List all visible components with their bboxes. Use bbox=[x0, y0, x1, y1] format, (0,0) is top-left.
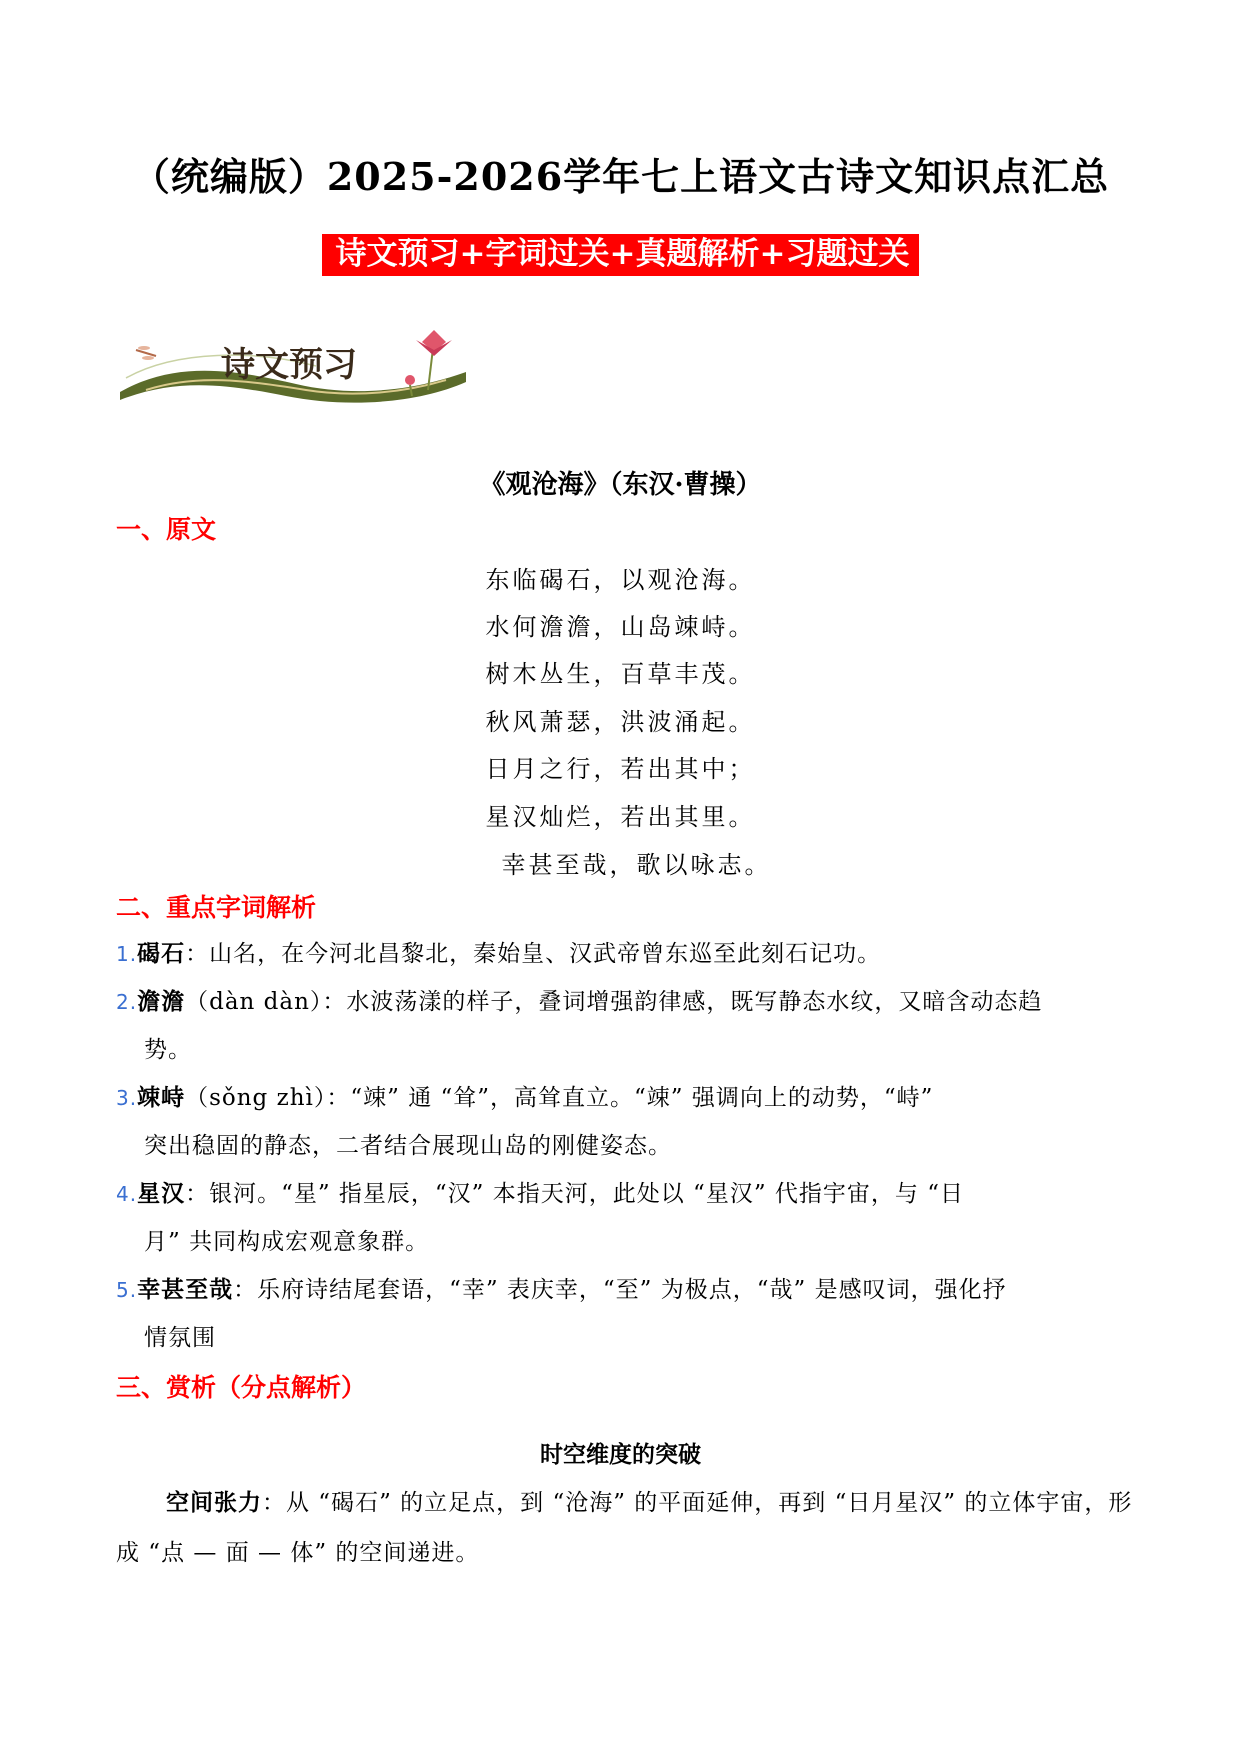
poem-line: 星汉灿烂，若出其里。 bbox=[485, 803, 756, 831]
item-text: （dàn dàn）：水波荡漾的样子，叠词增强韵律感，既写静态水纹，又暗含动态趋 bbox=[185, 989, 1043, 1015]
analysis-subheading: 时空维度的突破 bbox=[540, 1441, 701, 1468]
item-continuation: 情氛围 bbox=[144, 1325, 216, 1351]
vocab-item bbox=[116, 1074, 1136, 1170]
poem-line: 幸甚至哉，歌以咏志。 bbox=[501, 851, 772, 879]
vocab-item bbox=[116, 978, 1136, 1074]
poem-line: 日月之行，若出其中； bbox=[485, 755, 756, 783]
item-text: ：乐府诗结尾套语，“幸” 表庆幸，“至” 为极点，“哉” 是感叹词，强化抒 bbox=[233, 1277, 1007, 1303]
item-text: （sǒng zhì）：“竦” 通 “耸”，高耸直立。“竦” 强调向上的动势，“峙” bbox=[185, 1085, 934, 1111]
poem-line: 水何澹澹，山岛竦峙。 bbox=[485, 613, 756, 641]
poem-title: 《观沧海》（东汉·曹操） bbox=[479, 470, 762, 500]
item-term: 星汉 bbox=[137, 1180, 186, 1207]
item-term: 碣石 bbox=[137, 940, 186, 967]
subtitle-banner: 诗文预习+字词过关+真题解析+习题过关 bbox=[322, 234, 920, 276]
vocab-item bbox=[116, 1266, 1136, 1362]
subtitle-wrap bbox=[0, 234, 1241, 276]
page-title: （统编版）2025-2026学年七上语文古诗文知识点汇总 bbox=[131, 154, 1110, 199]
dragonfly-icon bbox=[136, 346, 156, 360]
banner-label: 诗文预习 bbox=[221, 345, 357, 385]
paragraph-term: 空间张力 bbox=[166, 1489, 262, 1516]
paragraph-text: ：从 “碣石” 的立足点，到 “沧海” 的平面延伸，再到 “日月星汉” 的立体宇宙，形成 “点 — 面 — 体” 的空间递进。 bbox=[116, 1490, 1133, 1566]
section-vocab-heading: 二、重点字词解析 bbox=[116, 893, 317, 922]
item-number: 3. bbox=[116, 1086, 138, 1110]
item-text: ：银河。“星” 指星辰，“汉” 本指天河，此处以 “星汉” 代指宇宙，与 “日 bbox=[185, 1181, 964, 1207]
item-term: 澹澹 bbox=[137, 988, 186, 1015]
poem-line: 秋风萧瑟，洪波涌起。 bbox=[485, 708, 756, 736]
poem-line: 东临碣石，以观沧海。 bbox=[485, 566, 756, 594]
item-number: 4. bbox=[116, 1182, 138, 1206]
item-number: 1. bbox=[116, 942, 138, 966]
item-number: 5. bbox=[116, 1278, 138, 1302]
analysis-paragraph bbox=[116, 1478, 1136, 1578]
item-term: 幸甚至哉 bbox=[137, 1276, 234, 1303]
item-continuation: 月” 共同构成宏观意象群。 bbox=[144, 1229, 430, 1255]
vocab-item bbox=[116, 930, 1136, 978]
section-analysis-heading: 三、赏析（分点解析） bbox=[116, 1373, 367, 1402]
vocab-item bbox=[116, 1170, 1136, 1266]
item-continuation: 突出稳固的静态，二者结合展现山岛的刚健姿态。 bbox=[144, 1133, 672, 1159]
item-continuation: 势。 bbox=[144, 1037, 192, 1063]
poem-line: 树木丛生，百草丰茂。 bbox=[485, 660, 756, 688]
item-number: 2. bbox=[116, 990, 138, 1014]
item-text: ：山名，在今河北昌黎北，秦始皇、汉武帝曾东巡至此刻石记功。 bbox=[185, 941, 882, 967]
section-banner-graphic bbox=[116, 330, 476, 408]
item-term: 竦峙 bbox=[137, 1084, 186, 1111]
section-original-heading: 一、原文 bbox=[116, 515, 217, 544]
